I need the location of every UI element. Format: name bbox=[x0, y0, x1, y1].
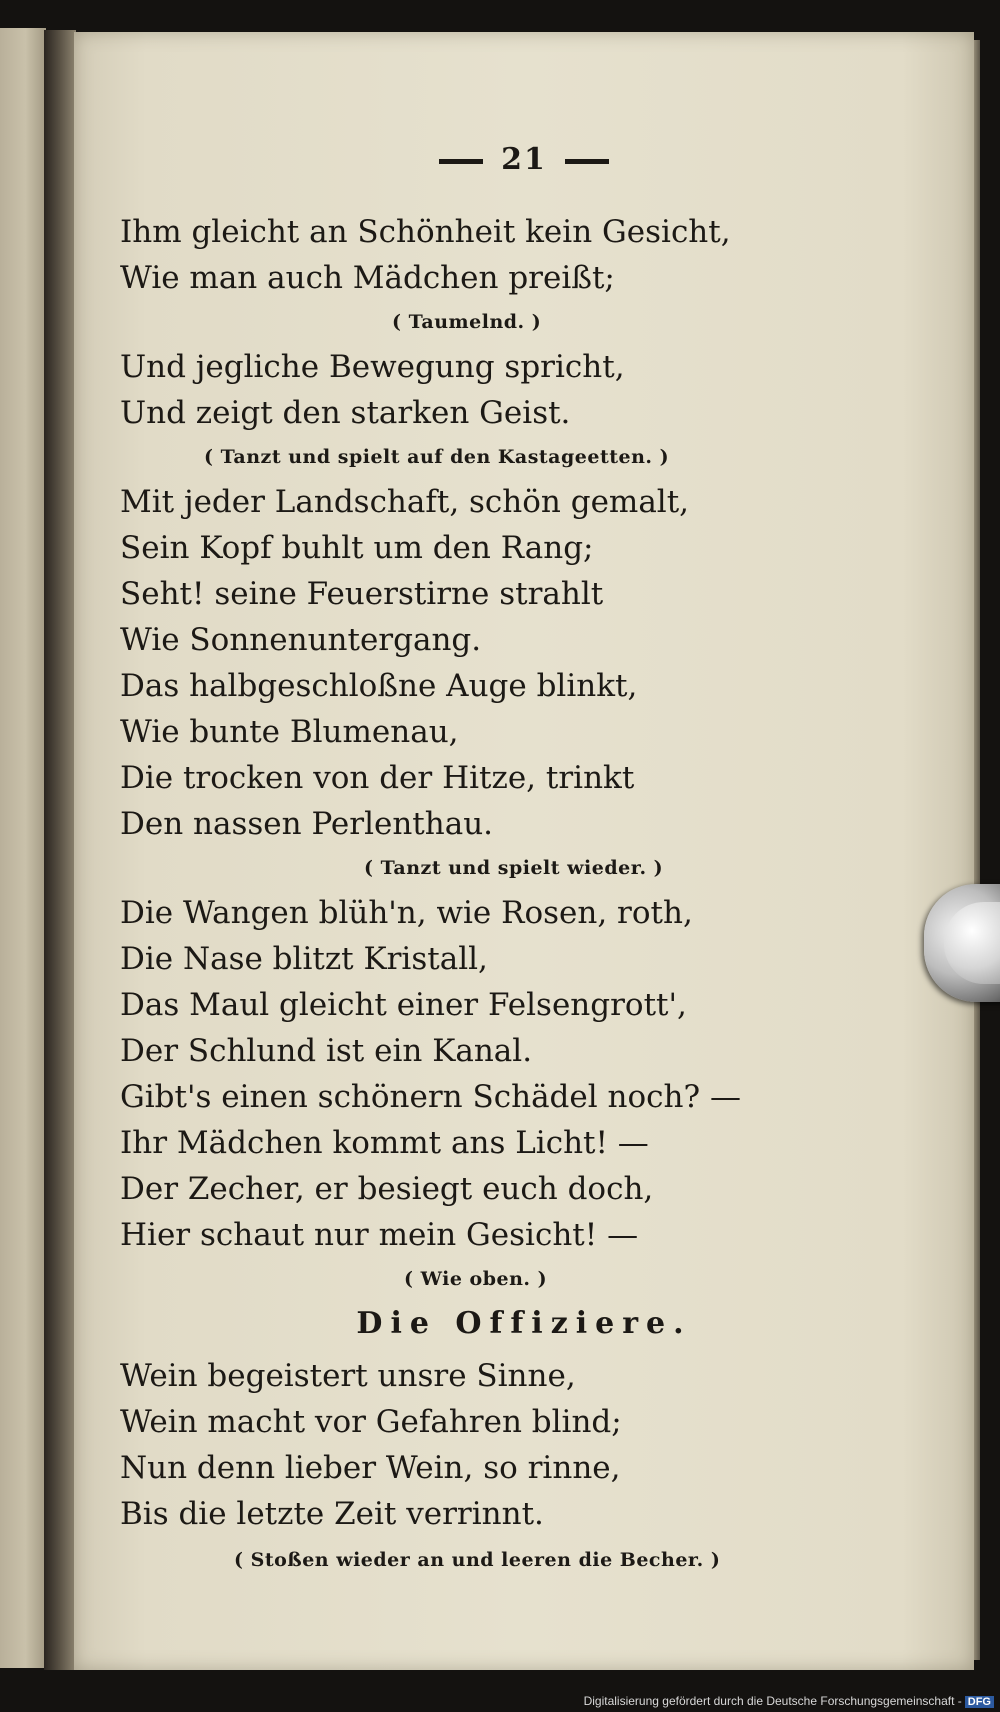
verse-line: Wein begeistert unsre Sinne, bbox=[120, 1358, 576, 1394]
verse-line: Und zeigt den starken Geist. bbox=[120, 395, 571, 431]
stage-direction: ( Stoßen wieder an und leeren die Becher. ) bbox=[234, 1549, 721, 1571]
verse-line: Den nassen Perlenthau. bbox=[120, 806, 494, 842]
page-header bbox=[74, 142, 974, 177]
header-dash-left bbox=[439, 159, 483, 164]
verse-line: Wie Sonnenuntergang. bbox=[120, 622, 482, 658]
verse-line: Mit jeder Landschaft, schön gemalt, bbox=[120, 484, 690, 520]
verse-line: Das Maul gleicht einer Felsengrott', bbox=[120, 987, 687, 1023]
verse-line: Bis die letzte Zeit verrinnt. bbox=[120, 1496, 544, 1532]
section-heading: Die Offiziere. bbox=[356, 1306, 692, 1341]
book-page bbox=[74, 32, 974, 1670]
stage-direction: ( Wie oben. ) bbox=[404, 1268, 548, 1290]
previous-page-edge bbox=[0, 28, 46, 1668]
verse-line: Seht! seine Feuerstirne strahlt bbox=[120, 576, 604, 612]
verse-line: Wie man auch Mädchen preißt; bbox=[120, 260, 615, 296]
verse-line: Die Nase blitzt Kristall, bbox=[120, 941, 488, 977]
verse-line: Der Schlund ist ein Kanal. bbox=[120, 1033, 533, 1069]
verse-line: Ihm gleicht an Schönheit kein Gesicht, bbox=[120, 214, 731, 250]
header-dash-right bbox=[565, 159, 609, 164]
verse-line: Das halbgeschloßne Auge blinkt, bbox=[120, 668, 638, 704]
verse-line: Nun denn lieber Wein, so rinne, bbox=[120, 1450, 621, 1486]
verse-line: Sein Kopf buhlt um den Rang; bbox=[120, 530, 594, 566]
verse-line: Der Zecher, er besiegt euch doch, bbox=[120, 1171, 654, 1207]
page-text bbox=[74, 32, 974, 1670]
stage-direction: ( Tanzt und spielt auf den Kastageetten. ) bbox=[204, 446, 670, 468]
verse-line: Die trocken von der Hitze, trinkt bbox=[120, 760, 635, 796]
verse-line: Ihr Mädchen kommt ans Licht! — bbox=[120, 1125, 649, 1161]
verse-line: Hier schaut nur mein Gesicht! — bbox=[120, 1217, 639, 1253]
dfg-logo: DFG bbox=[965, 1696, 994, 1708]
stage-direction: ( Tanzt und spielt wieder. ) bbox=[364, 857, 664, 879]
credit-text: Digitalisierung gefördert durch die Deutsche Forschungsgemeinschaft - bbox=[583, 1694, 962, 1708]
verse-line: Gibt's einen schönern Schädel noch? — bbox=[120, 1079, 741, 1115]
verse-line: Und jegliche Bewegung spricht, bbox=[120, 349, 625, 385]
stage-direction: ( Taumelnd. ) bbox=[392, 311, 542, 333]
verse-line: Wie bunte Blumenau, bbox=[120, 714, 459, 750]
verse-line: Wein macht vor Gefahren blind; bbox=[120, 1404, 622, 1440]
digitization-credit bbox=[584, 1694, 994, 1708]
book-binding bbox=[44, 30, 76, 1670]
verse-line: Die Wangen blüh'n, wie Rosen, roth, bbox=[120, 895, 693, 931]
page-number: 21 bbox=[501, 142, 547, 177]
